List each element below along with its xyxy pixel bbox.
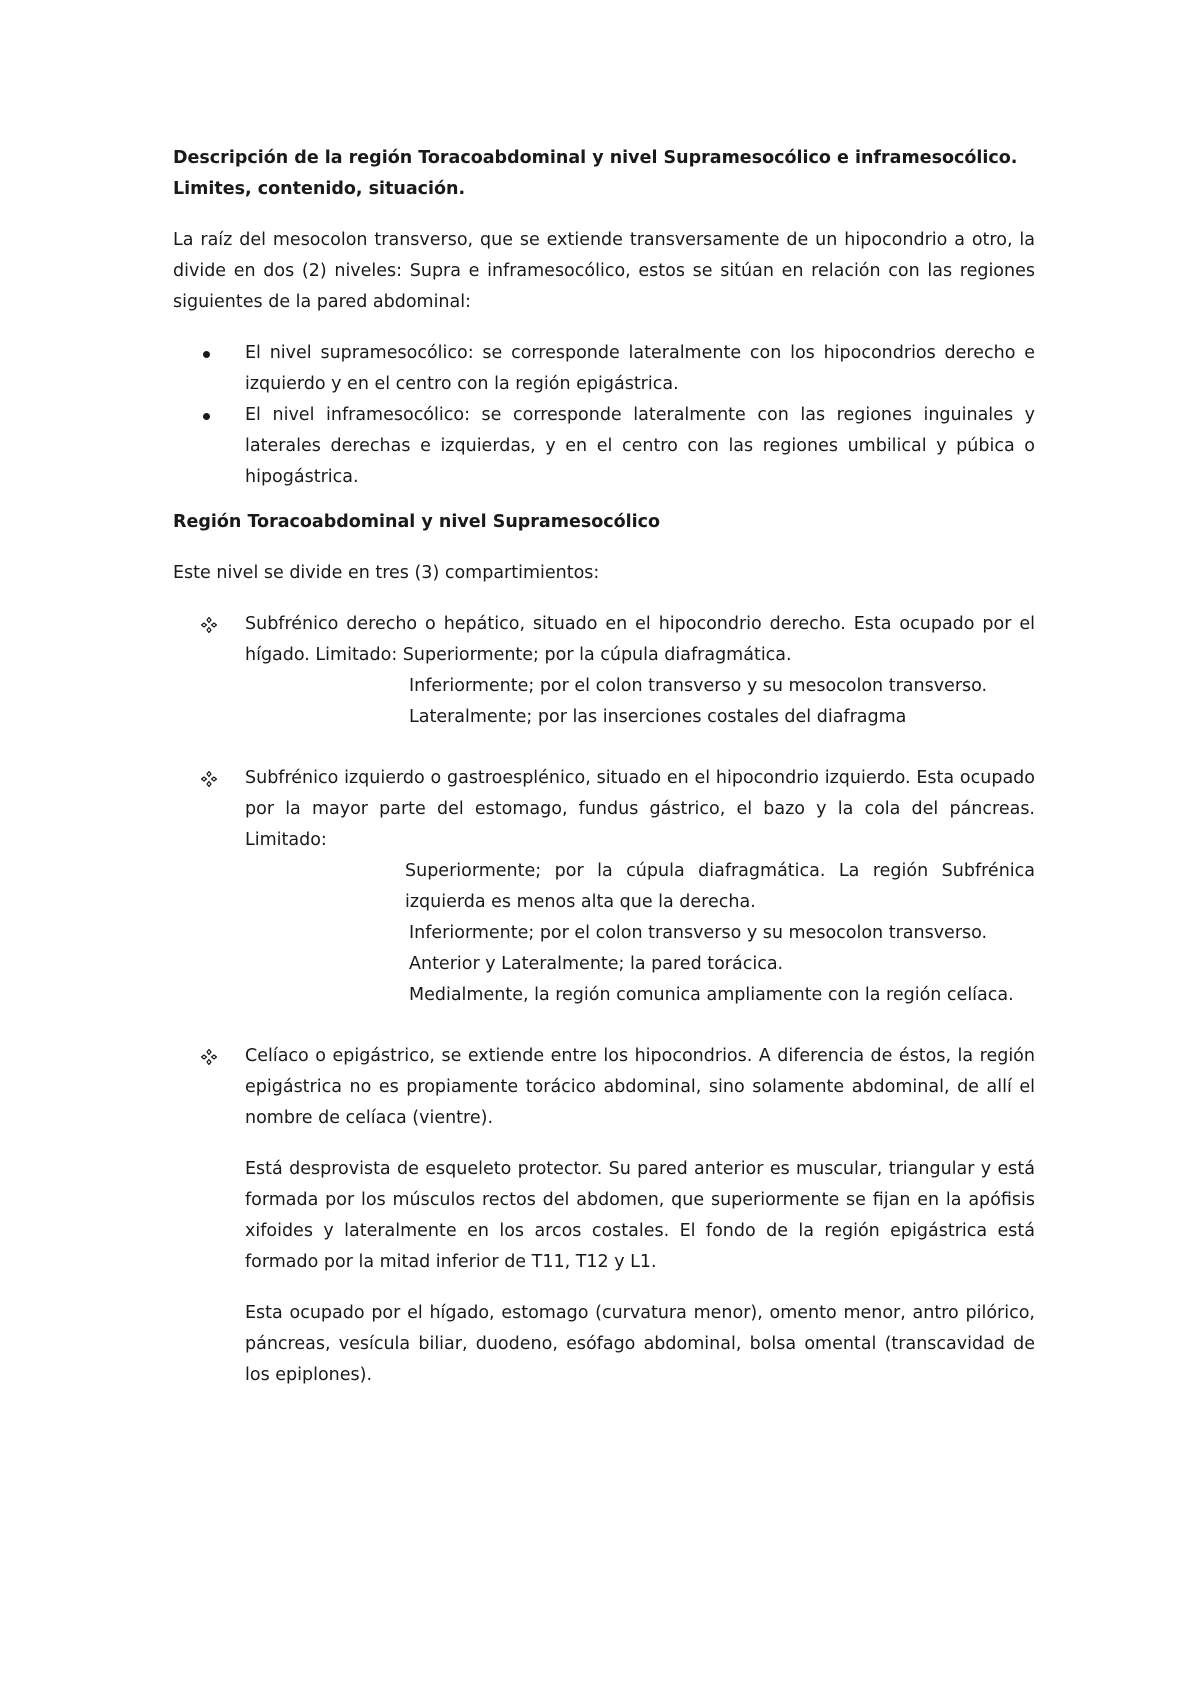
bullet-dot-icon xyxy=(203,413,210,420)
bullet-dot-icon xyxy=(203,351,210,358)
limit-inferior: Inferiormente; por el colon transverso y su mesocolon transverso. xyxy=(409,676,988,696)
compartment-celiaco xyxy=(173,1041,1035,1134)
celiaco-paragraph-content: Esta ocupado por el hígado, estomago (curvatura menor), omento menor, antro pilórico, páncreas, vesícula biliar, duodeno, esófago abdominal, bolsa omental (transcavidad de los epiplones). xyxy=(245,1303,1035,1385)
compartment-subfrenico-izquierdo xyxy=(173,763,1035,856)
bullet-item-supramesocolico xyxy=(173,338,1035,400)
celiaco-paragraph-wall: Está desprovista de esqueleto protector. Su pared anterior es muscular, triangular y está formada por los músculos rectos del abdomen, que superiormente se fijan en la apófisis xifoides y lateralmente en los arcos costales. El fondo de la región epigástrica está formado por la mitad inferior de T11, T12 y L1. xyxy=(245,1159,1035,1272)
limit-medial: Medialmente, la región comunica ampliamente con la región celíaca. xyxy=(409,985,1014,1005)
document-title-line-1: Descripción de la región Toracoabdominal y nivel Supramesocólico e inframesocólico. xyxy=(173,148,1018,168)
compartment-subfrenico-derecho xyxy=(173,609,1035,671)
four-diamond-bullet-icon xyxy=(201,771,217,787)
compartment-text: Celíaco o epigástrico, se extiende entre los hipocondrios. A diferencia de éstos, la región epigástrica no es propiamente torácico abdominal, sino solamente abdominal, de allí el nombre de celíaca (vientre). xyxy=(245,1046,1035,1128)
document-body xyxy=(173,143,1035,1391)
section-heading: Región Toracoabdominal y nivel Supramesocólico xyxy=(173,512,661,532)
compartment-text: Subfrénico derecho o hepático, situado en el hipocondrio derecho. Esta ocupado por el hígado. Limitado: Superiormente; por la cúpula diafragmática. xyxy=(245,614,1035,665)
bullet-text: El nivel inframesocólico: se corresponde lateralmente con las regiones inguinales y laterales derechas e izquierdas, y en el centro con las regiones umbilical y púbica o hipogástrica. xyxy=(245,405,1035,487)
limit-lateral: Lateralmente; por las inserciones costales del diafragma xyxy=(409,707,907,727)
intro-paragraph: La raíz del mesocolon transverso, que se extiende transversamente de un hipocondrio a otro, la divide en dos (2) niveles: Supra e inframesocólico, estos se sitúan en relación con las regiones siguientes de la pared abdominal: xyxy=(173,230,1035,312)
document-title-line-2: Limites, contenido, situación. xyxy=(173,179,466,199)
four-diamond-bullet-icon xyxy=(201,617,217,633)
section-intro: Este nivel se divide en tres (3) compartimientos: xyxy=(173,563,600,583)
bullet-text: El nivel supramesocólico: se corresponde lateralmente con los hipocondrios derecho e izquierdo y en el centro con la región epigástrica. xyxy=(245,343,1035,394)
limit-superior: Superiormente; por la cúpula diafragmática. La región Subfrénica izquierda es menos alta que la derecha. xyxy=(405,861,1035,912)
four-diamond-bullet-icon xyxy=(201,1049,217,1065)
bullet-item-inframesocolico xyxy=(173,400,1035,493)
limit-inferior: Inferiormente; por el colon transverso y su mesocolon transverso. xyxy=(409,923,988,943)
limit-anterior-lateral: Anterior y Lateralmente; la pared torácica. xyxy=(409,954,784,974)
compartment-text: Subfrénico izquierdo o gastroesplénico, situado en el hipocondrio izquierdo. Esta ocupado por la mayor parte del estomago, fundus gástrico, el bazo y la cola del páncreas. Limitado: xyxy=(245,768,1035,850)
